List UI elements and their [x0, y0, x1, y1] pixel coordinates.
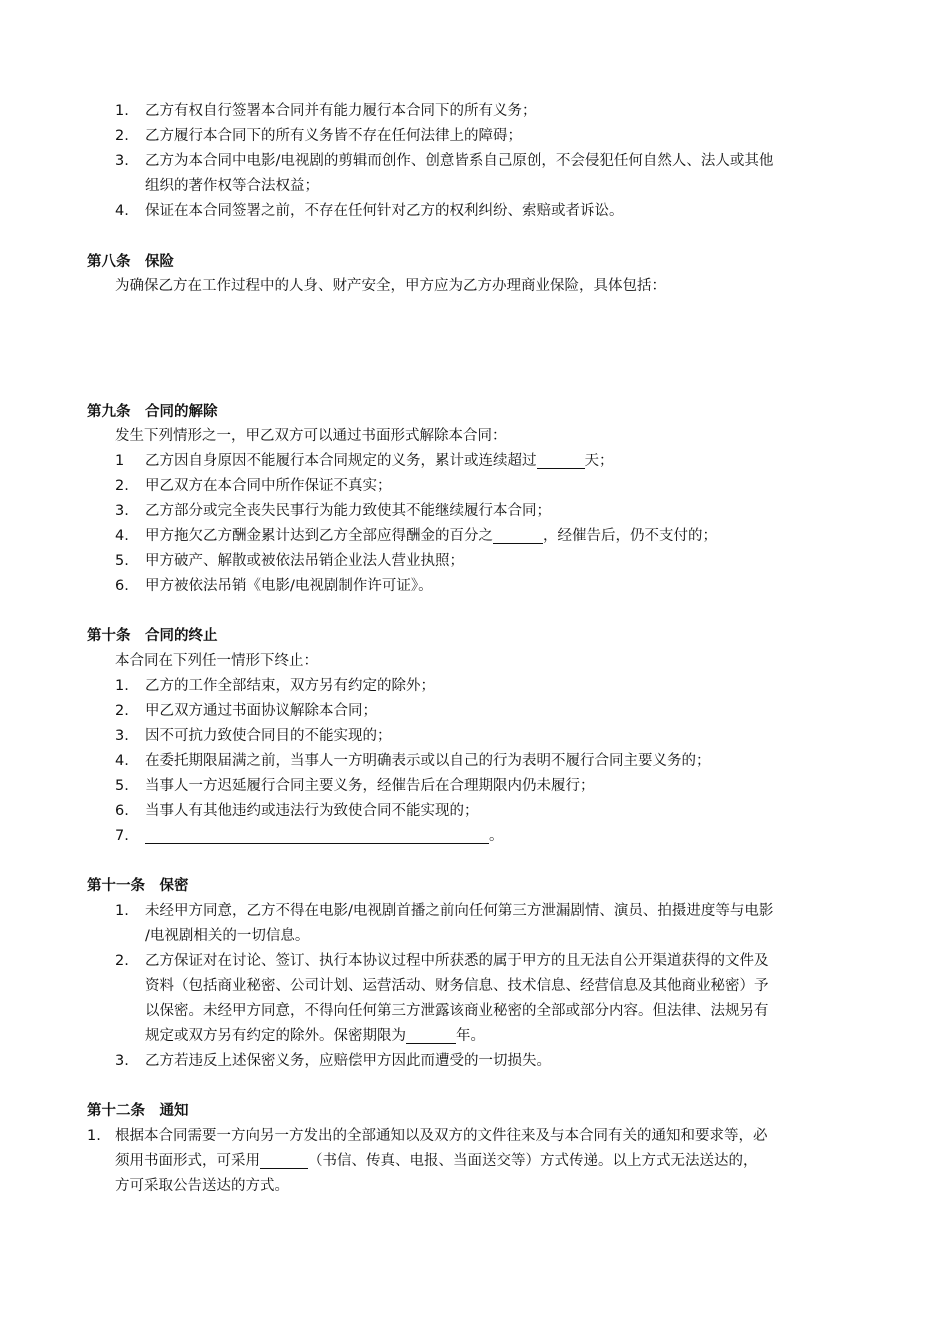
- list-text: 甲方破产、解散或被依法吊销企业法人营业执照；: [145, 553, 464, 569]
- list-text: 甲乙双方通过书面协议解除本合同；: [145, 703, 377, 719]
- list-text-tail: ，经催告后，仍不支付的；: [543, 528, 717, 544]
- section-heading-8: 第八条 保险: [87, 254, 174, 270]
- list-text: 未经甲方同意，乙方不得在电影/电视剧首播之前向任何第三方泄漏剧情、演员、拍摄进度等与电影: [145, 903, 774, 919]
- list-number: 3.: [115, 1053, 129, 1069]
- list-number: 3.: [115, 728, 129, 744]
- list-text: 保证在本合同签署之前，不存在任何针对乙方的权利纠纷、索赔或者诉讼。: [145, 203, 624, 219]
- section-heading-9: 第九条 合同的解除: [87, 404, 218, 420]
- list-number: 3.: [115, 503, 129, 519]
- fill-in-blank: [493, 525, 543, 544]
- section-intro: 为确保乙方在工作过程中的人身、财产安全，甲方应为乙方办理商业保险，具体包括：: [115, 278, 666, 294]
- list-number: 2.: [115, 128, 129, 144]
- list-text: 乙方履行本合同下的所有义务皆不存在任何法律上的障碍；: [145, 128, 522, 144]
- list-item: [115, 949, 875, 1049]
- section-intro: 本合同在下列任一情形下终止：: [115, 653, 318, 669]
- list-text-continued: 组织的著作权等合法权益；: [145, 178, 319, 194]
- list-number: 1: [115, 453, 125, 469]
- list-text: 甲方拖欠乙方酬金累计达到乙方全部应得酬金的百分之: [145, 528, 493, 544]
- list-text-continued: 资料（包括商业秘密、公司计划、运营活动、财务信息、技术信息、经营信息及其他商业秘密）予: [145, 978, 769, 994]
- list-number: 3.: [115, 153, 129, 169]
- list-text-tail: 年。: [456, 1028, 485, 1044]
- list-number: 1.: [115, 678, 129, 694]
- list-text: 在委托期限届满之前，当事人一方明确表示或以自己的行为表明不履行合同主要义务的；: [145, 753, 711, 769]
- list-text: 甲乙双方在本合同中所作保证不真实；: [145, 478, 392, 494]
- list-number: 4.: [115, 203, 129, 219]
- list-item: [87, 1124, 875, 1199]
- list-text: 乙方为本合同中电影/电视剧的剪辑而创作、创意皆系自己原创，不会侵犯任何自然人、法人或其他: [145, 153, 774, 169]
- list-text: 当事人一方迟延履行合同主要义务，经催告后在合理期限内仍未履行；: [145, 778, 595, 794]
- list-number: 5.: [115, 553, 129, 569]
- section-heading-12: 第十二条 通知: [87, 1103, 189, 1119]
- section-intro: 发生下列情形之一，甲乙双方可以通过书面形式解除本合同：: [115, 428, 507, 444]
- list-text-continued: 以保密。未经甲方同意，不得向任何第三方泄露该商业秘密的全部或部分内容。但法律、法规另有: [145, 1003, 769, 1019]
- list-number: 2.: [115, 478, 129, 494]
- list-text: 乙方有权自行签署本合同并有能力履行本合同下的所有义务；: [145, 103, 537, 119]
- fill-in-blank: [260, 1150, 308, 1169]
- fill-in-blank: [145, 825, 489, 844]
- list-number: 1.: [87, 1128, 101, 1144]
- list-item: [115, 899, 875, 949]
- list-number: 1.: [115, 903, 129, 919]
- fill-in-blank: [406, 1025, 456, 1044]
- list-text: 根据本合同需要一方向另一方发出的全部通知以及双方的文件往来及与本合同有关的通知和要求等，必: [115, 1128, 768, 1144]
- list-text: 因不可抗力致使合同目的不能实现的；: [145, 728, 392, 744]
- list-number: 6.: [115, 578, 129, 594]
- list-text: 乙方保证对在讨论、签订、执行本协议过程中所获悉的属于甲方的且无法自公开渠道获得的文件及: [145, 953, 769, 969]
- list-number: 6.: [115, 803, 129, 819]
- list-text-continued: （书信、传真、电报、当面送交等）方式传递。以上方式无法送达的，: [308, 1153, 758, 1169]
- list-text-continued: 方可采取公告送达的方式。: [115, 1178, 289, 1194]
- list-number: 5.: [115, 778, 129, 794]
- list-text: 乙方的工作全部结束，双方另有约定的除外；: [145, 678, 435, 694]
- list-number: 2.: [115, 703, 129, 719]
- list-number: 1.: [115, 103, 129, 119]
- list-text: 乙方若违反上述保密义务，应赔偿甲方因此而遭受的一切损失。: [145, 1053, 551, 1069]
- list-number: 4.: [115, 528, 129, 544]
- list-text-continued: /电视剧相关的一切信息。: [145, 928, 310, 944]
- list-text: 甲方被依法吊销《电影/电视剧制作许可证》。: [145, 578, 433, 594]
- list-text-continued: 须用书面形式，可采用: [115, 1153, 260, 1169]
- list-number: 7.: [115, 828, 129, 844]
- list-text: 乙方因自身原因不能履行本合同规定的义务，累计或连续超过: [145, 453, 537, 469]
- fill-in-blank: [537, 450, 585, 469]
- list-text: 乙方部分或完全丧失民事行为能力致使其不能继续履行本合同；: [145, 503, 551, 519]
- list-text: 当事人有其他违约或违法行为致使合同不能实现的；: [145, 803, 479, 819]
- list-text-tail: 。: [489, 828, 504, 844]
- list-item: [115, 149, 875, 199]
- list-text-continued: 规定或双方另有约定的除外。保密期限为: [145, 1028, 406, 1044]
- list-text-tail: 天；: [584, 453, 614, 469]
- section-heading-11: 第十一条 保密: [87, 878, 189, 894]
- section-heading-10: 第十条 合同的终止: [87, 628, 218, 644]
- list-number: 4.: [115, 753, 129, 769]
- list-number: 2.: [115, 953, 129, 969]
